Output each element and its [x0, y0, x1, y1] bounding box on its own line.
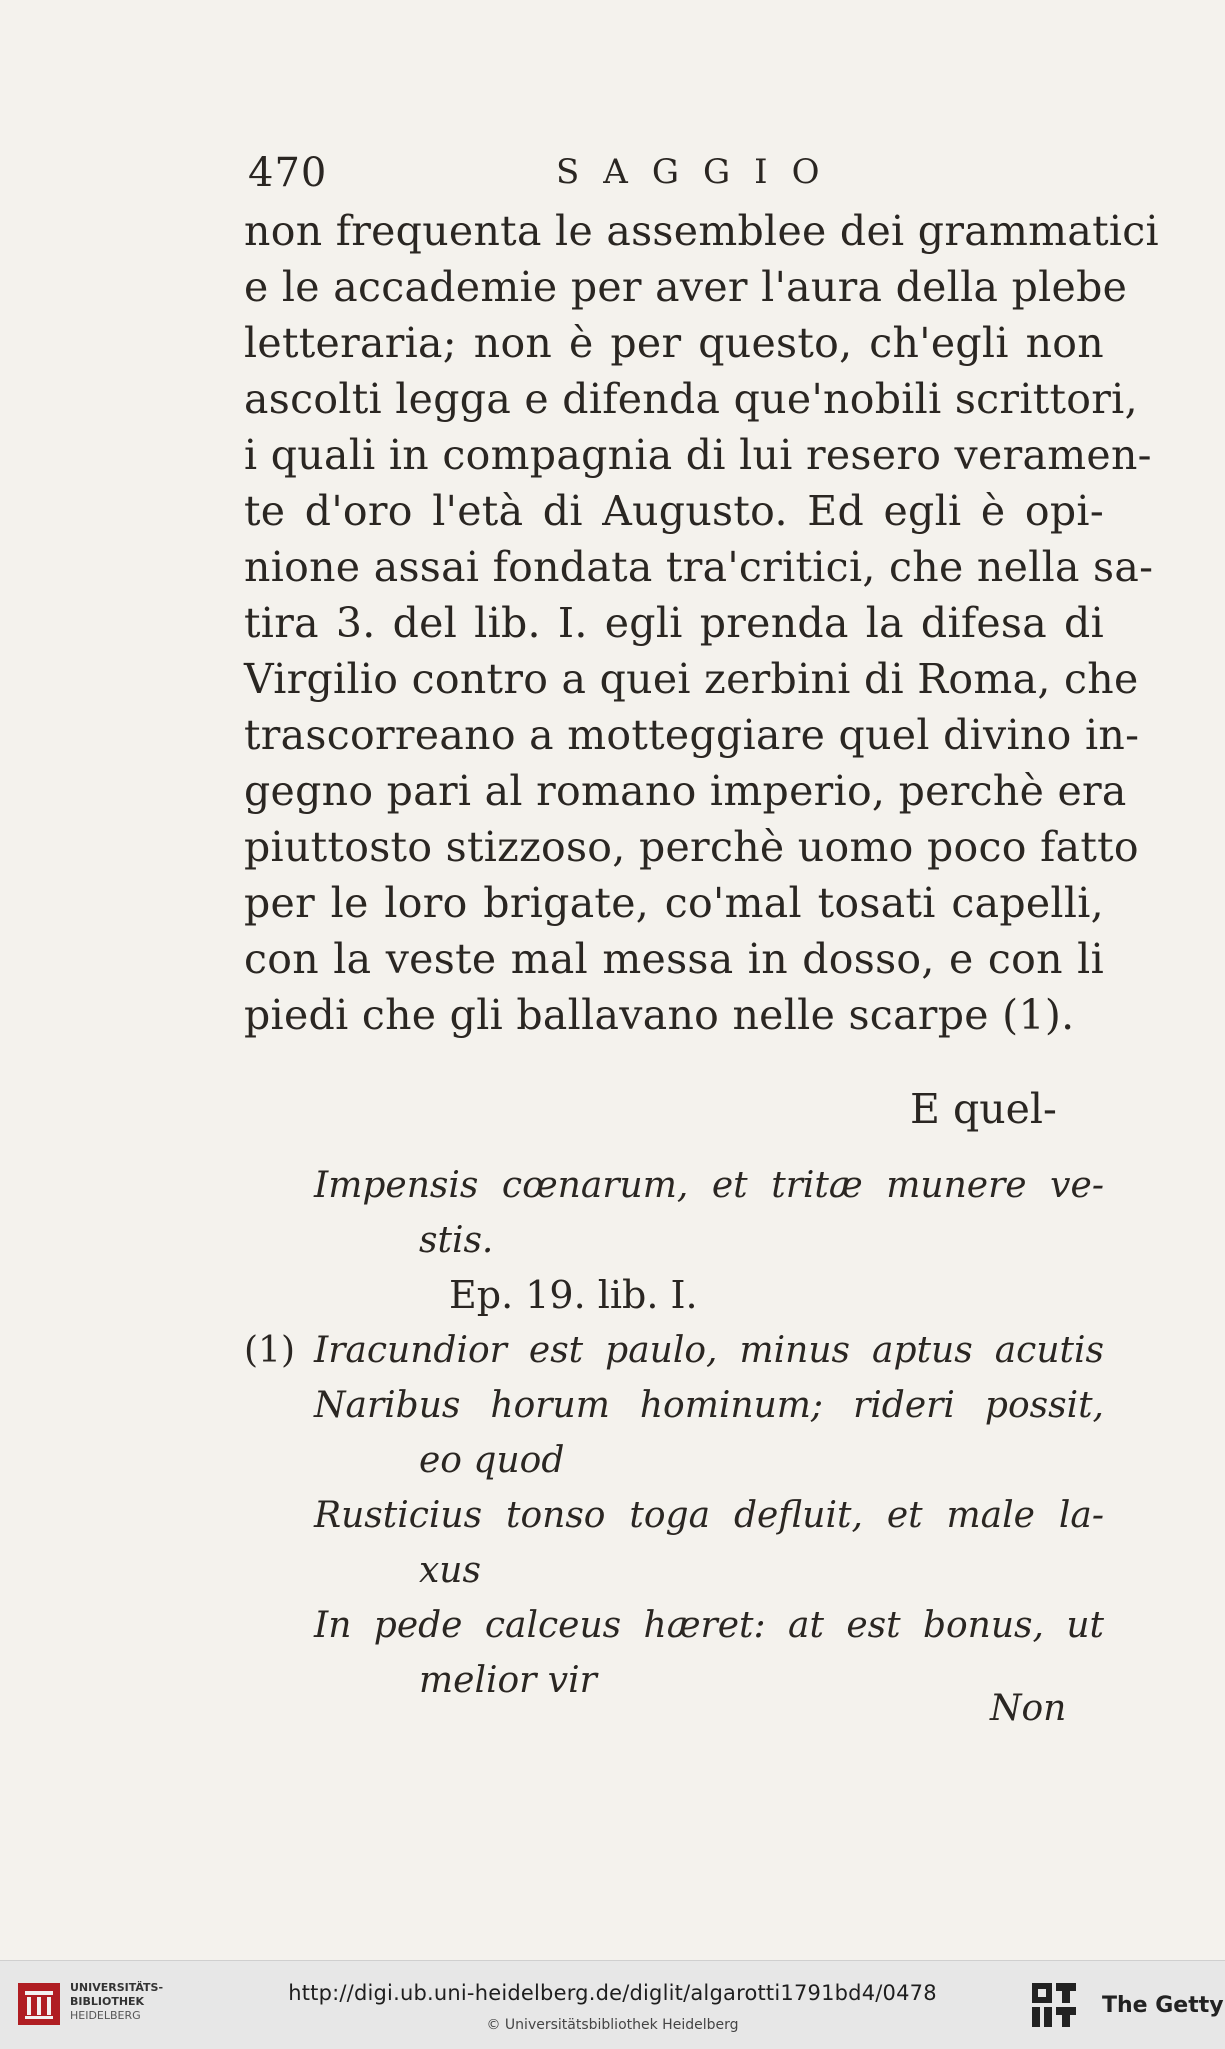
- permalink-url[interactable]: http://digi.ub.uni-heidelberg.de/diglit/algarotti1791bd4/0478: [288, 1981, 937, 2005]
- text-line: trascorreano a motteggiare quel divino in-: [244, 711, 1140, 759]
- library-name-line: UNIVERSITÄTS-: [70, 1981, 164, 1994]
- text-line: te d'oro l'età di Augusto. Ed egli è opi-: [244, 487, 1104, 535]
- note-row: [244, 1323, 1104, 1378]
- text-line: Virgilio contro a quei zerbini di Roma, che: [244, 655, 1139, 703]
- sponsor-name: The Getty: [1102, 1993, 1224, 2018]
- text-line: nione assai fondata tra'critici, che nella sa-: [244, 543, 1154, 591]
- library-name-line: HEIDELBERG: [70, 2009, 141, 2022]
- copyright-notice: © Universitätsbibliothek Heidelberg: [486, 2017, 739, 2033]
- text-line: letteraria; non è per questo, ch'egli non: [244, 319, 1104, 367]
- quote-line: Impensis cœnarum, et tritæ munere ve-: [314, 1165, 1104, 1206]
- getty-mark-icon: [1030, 1981, 1080, 2029]
- text-line: ascolti legga e difenda que'nobili scrittori,: [244, 375, 1138, 423]
- text-line: per le loro brigate, co'mal tosati capelli,: [244, 879, 1104, 927]
- note-marker: (1): [244, 1330, 295, 1371]
- note-line: Rusticius tonso toga defluit, et male la-: [314, 1495, 1104, 1536]
- running-title: SAGGIO: [556, 152, 844, 192]
- viewer-footer: [0, 1960, 1225, 2049]
- text-line: piuttosto stizzoso, perchè uomo poco fatto: [244, 823, 1139, 871]
- footnotes: [244, 1158, 1104, 1708]
- getty-logo[interactable]: [1030, 1981, 1224, 2031]
- catchword: E quel-: [910, 1085, 1057, 1133]
- note-line: xus: [419, 1550, 481, 1591]
- note-line: melior vir: [419, 1660, 597, 1701]
- note-line: Naribus horum hominum; rideri possit,: [314, 1385, 1104, 1426]
- library-name-line: BIBLIOTHEK: [70, 1995, 145, 2008]
- body-text: [244, 203, 1159, 1043]
- note-line: eo quod: [419, 1440, 565, 1481]
- text-line: con la veste mal messa in dosso, e con li: [244, 935, 1104, 983]
- page-header: [240, 150, 1105, 200]
- text-line: i quali in compagnia di lui resero veramen-: [244, 431, 1152, 479]
- note-line: In pede calceus hæret: at est bonus, ut: [314, 1605, 1104, 1646]
- quote-reference: Ep. 19. lib. I.: [449, 1273, 698, 1317]
- text-line: non frequenta le assemblee dei grammatici: [244, 207, 1159, 255]
- signature-catchword: Non: [990, 1688, 1067, 1729]
- quote-line: stis.: [419, 1220, 494, 1261]
- text-line: tira 3. del lib. I. egli prenda la difesa di: [244, 599, 1104, 647]
- page-number: 470: [248, 150, 328, 196]
- text-line: piedi che gli ballavano nelle scarpe (1).: [244, 991, 1075, 1039]
- note-line: Iracundior est paulo, minus aptus acutis: [314, 1330, 1104, 1371]
- text-line: gegno pari al romano imperio, perchè era: [244, 767, 1127, 815]
- text-line: e le accademie per aver l'aura della plebe: [244, 263, 1128, 311]
